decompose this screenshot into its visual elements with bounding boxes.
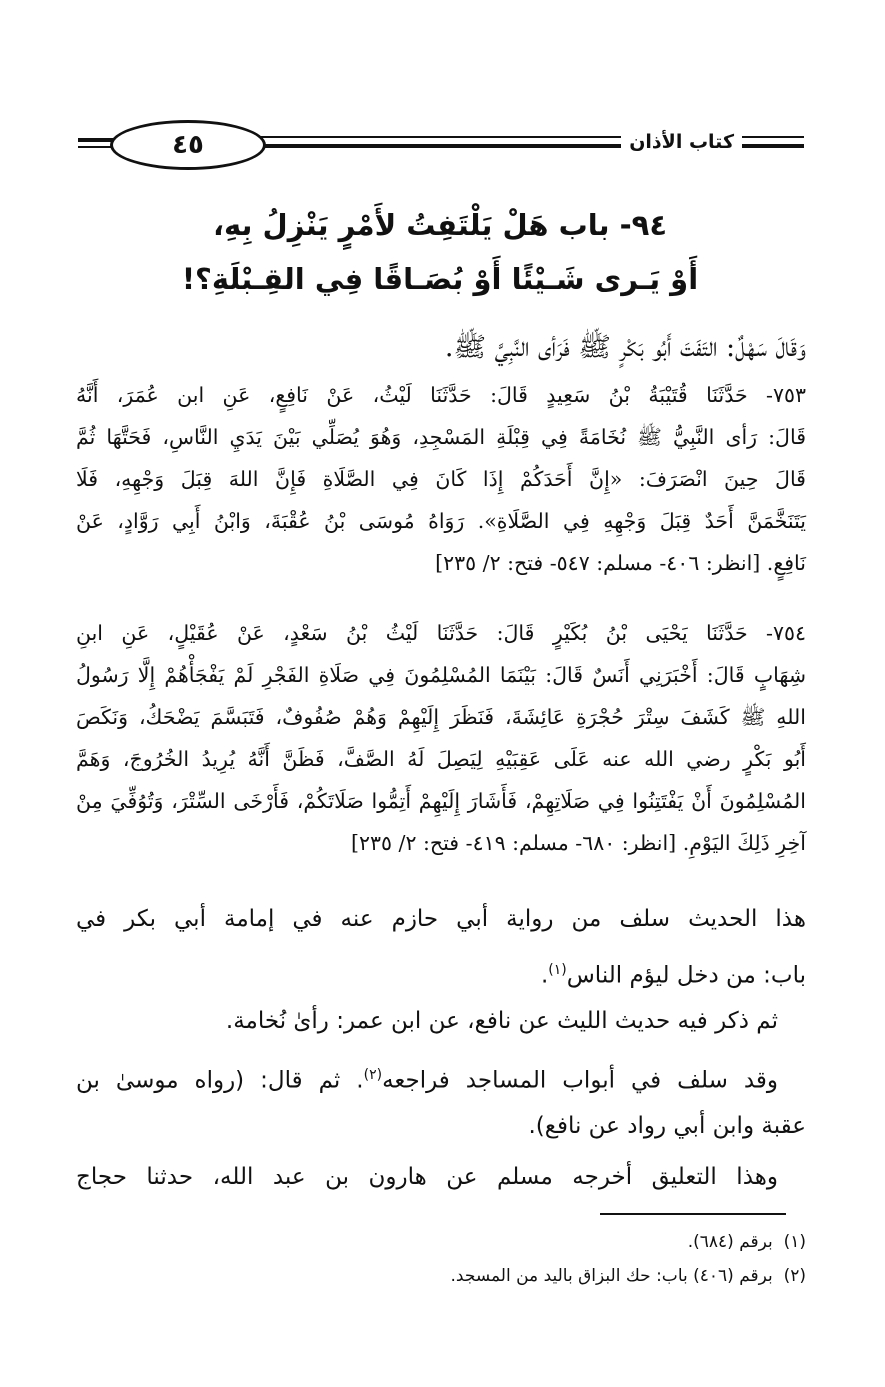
commentary-p3-line1 [76, 1050, 806, 1107]
footnote-number: (١) [783, 1232, 806, 1252]
chapter-title-line1: ٩٤- باب هَلْ يَلْتَفِتُ لأَمْرٍ يَنْزِلُ بِهِ، [212, 208, 668, 242]
hadith-754-ref: آخِرِ ذَلِكَ اليَوْمِ. [انظر: ٦٨٠- مسلم: ٤١٩- فتح: ٢/ ٢٣٥] [350, 831, 806, 855]
commentary-p4: وهذا التعليق أخرجه مسلم عن هارون بن عبد الله، حدثنا حجاج [76, 1164, 778, 1190]
page-number: ٤٥ [172, 130, 204, 160]
hadith-753 [76, 374, 806, 542]
commentary-p3-line2: عقبة وابن أبي رواد عن نافع). [528, 1113, 806, 1139]
chapter-title-line2: أَوْ يَـرى شَـيْئًا أَوْ بُصَـاقًا فِي القِـبْلَةِ؟! [181, 262, 699, 296]
footnote-ref: (١) [548, 962, 567, 978]
commentary-p2: ثم ذكر فيه حديث الليث عن نافع، عن ابن عمر: رأىٰ نُخامة. [225, 1008, 778, 1034]
footnote-text: برقم (٤٠٦) باب: حك البزاق باليد من المسجد. [450, 1266, 773, 1286]
tradition-sahl: وَقَالَ سَهْلٌ: التَفَتَ أَبُو بَكْرٍ ﷺ فَرَأى النَّبِيَّ ﷺ. [444, 332, 806, 363]
hadith-753-line: قَالَ: رَأى النَّبِيُّ ﷺ نُخَامَةً فِي قِبْلَةِ المَسْجِدِ، وَهُوَ يُصَلِّي بَيْنَ يَدَيِ النَّاسِ، فَحَتَّهَا ثُمَّ [76, 425, 806, 449]
page-number-oval [110, 120, 266, 170]
hadith-754-line: ٧٥٤- حَدَّثَنَا يَحْيَى بْنُ بُكَيْرٍ قَالَ: حَدَّثَنَا لَيْثُ بْنُ سَعْدٍ، عَنْ عُقَيْلٍ، عَنِ ابنِ [76, 621, 806, 645]
commentary-text: باب: من دخل ليؤم الناس [566, 962, 806, 989]
commentary-p1-line1: هذا الحديث سلف من رواية أبي حازم عنه في إمامة أبي بكر في [76, 906, 806, 932]
footnote-separator [600, 1213, 786, 1215]
footnote-1 [200, 1232, 806, 1252]
hadith-754-line: المُسْلِمُونَ أَنْ يَفْتَتِنُوا فِي صَلَاتِهِمْ، فَأَشَارَ إِلَيْهِمْ أَتِمُّوا صَلَاتَكُمْ، فَأَرْخَى السِّتْرَ، وَتُوُفِّيَ مِنْ [76, 789, 806, 813]
footnote-ref: (٢) [363, 1067, 383, 1083]
footnote-number: (٢) [783, 1266, 806, 1286]
footnote-2 [200, 1266, 806, 1286]
commentary-text: . [540, 962, 549, 989]
commentary-text: . ثم قال: (رواه موسىٰ بن [76, 1067, 364, 1094]
hadith-753-ref: نَافِعٍ. [انظر: ٤٠٦- مسلم: ٥٤٧- فتح: ٢/ ٢٣٥] [435, 551, 806, 575]
hadith-754-line: اللهِ ﷺ كَشَفَ سِتْرَ حُجْرَةِ عَائِشَةَ، فَنَظَرَ إِلَيْهِمْ وَهُمْ صُفُوفٌ، فَتَبَسَّمَ يَضْحَكُ، وَنَكَصَ [76, 705, 806, 729]
footnote-text: برقم (٦٨٤). [687, 1232, 773, 1252]
hadith-753-line: قَالَ حِينَ انْصَرَفَ: «إِنَّ أَحَدَكُمْ إِذَا كَانَ فِي الصَّلَاةِ فَإِنَّ اللهَ قِبَلَ وَجْهِهِ، فَلَا [76, 467, 806, 491]
hadith-753-line: يَتَنَخَّمَنَّ أَحَدٌ قِبَلَ وَجْهِهِ فِي الصَّلَاةِ». رَوَاهُ مُوسَى بْنُ عُقْبَةَ، وَابْنُ أَبِي رَوَّادٍ، عَنْ [76, 509, 806, 533]
commentary-p1-line2 [76, 945, 806, 1002]
commentary-text: وقد سلف في أبواب المساجد فراجعه [382, 1067, 778, 1094]
page-header [78, 118, 804, 170]
hadith-754-line: أَبُو بَكْرٍ رضي الله عنه عَلَى عَقِبَيْهِ لِيَصِلَ لَهُ الصَّفَّ، فَظَنَّ أَنَّهُ يُرِيدُ الخُرُوجَ، وَهَمَّ [76, 747, 806, 771]
hadith-753-line: ٧٥٣- حَدَّثَنَا قُتَيْبَةُ بْنُ سَعِيدٍ قَالَ: حَدَّثَنَا لَيْثُ، عَنْ نَافِعٍ، عَنِ ابن عُمَرَ، أَنَّهُ [76, 383, 806, 407]
hadith-754-line: شِهَابٍ قَالَ: أَخْبَرَنِي أَنَسٌ قَالَ: بَيْنَمَا المُسْلِمُونَ فِي صَلَاةِ الفَجْرِ لَمْ يَفْجَأْهُمْ إِلَّا رَسُولُ [76, 663, 806, 687]
hadith-754 [76, 612, 806, 822]
book-title: كتاب الأذان [621, 131, 742, 153]
